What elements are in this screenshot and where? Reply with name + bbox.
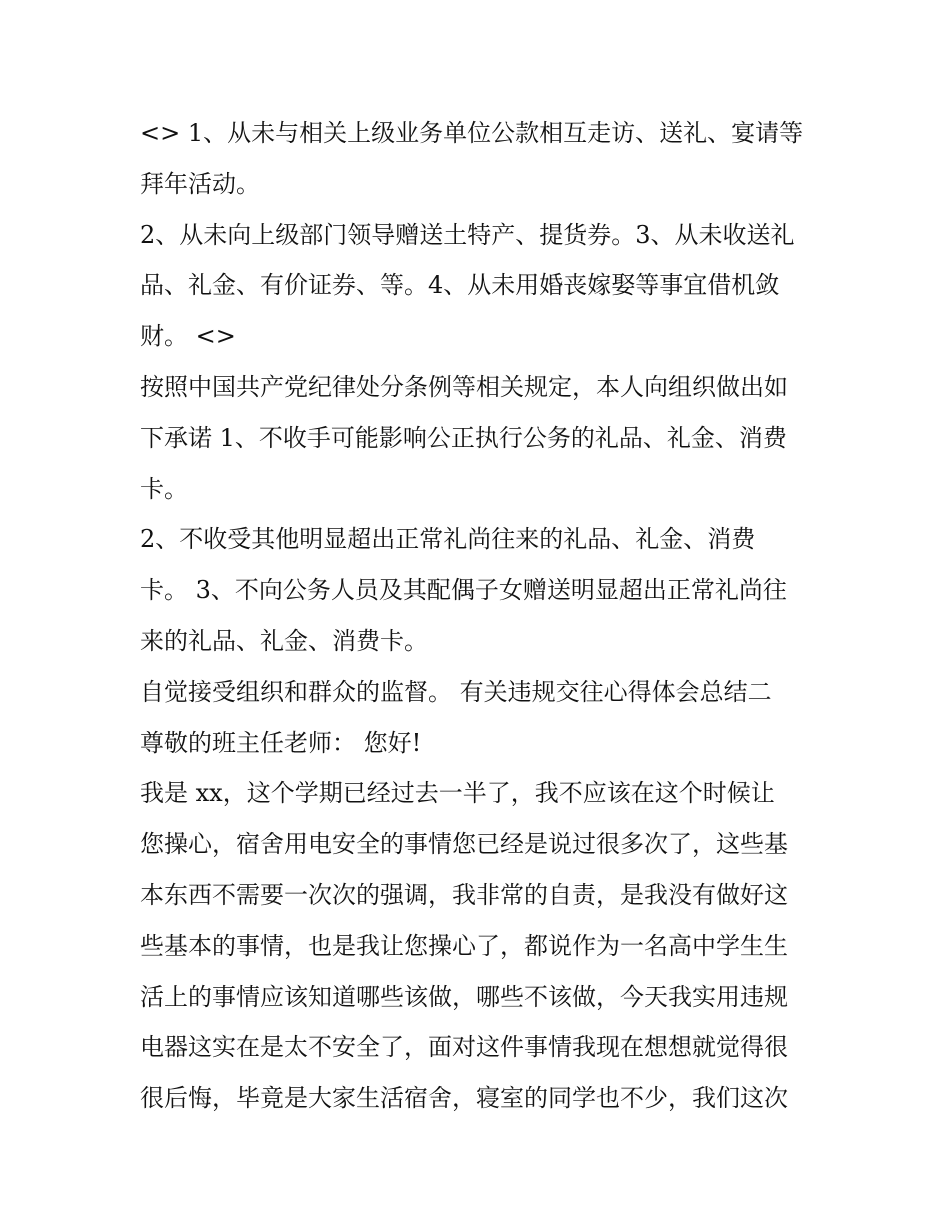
text-line: 财。 <> [140,322,236,351]
text-line: 2、不收受其他明显超出正常礼尚往来的礼品、礼金、消费 [140,525,756,554]
text-line: 很后悔，毕竟是大家生活宿舍，寝室的同学也不少，我们这次 [140,1084,788,1113]
text-line: 卡。 [140,474,188,503]
text-line: 来的礼品、礼金、消费卡。 [140,626,428,655]
text-line: 按照中国共产党纪律处分条例等相关规定，本人向组织做出如 [140,372,788,401]
text-line: 本东西不需要一次次的强调，我非常的自责，是我没有做好这 [140,880,788,909]
text-line: <> 1、从未与相关上级业务单位公款相互走访、送礼、宴请等 [140,119,804,147]
text-line: 些基本的事情，也是我让您操心了，都说作为一名高中学生生 [140,931,788,960]
text-line: 自觉接受组织和群众的监督。 有关违规交往心得体会总结二 [140,677,772,706]
text-line: 卡。 3、不向公务人员及其配偶子女赠送明显超出正常礼尚往 [140,576,787,605]
text-line: 我是 xx，这个学期已经过去一半了，我不应该在这个时候让 [140,779,775,808]
text-line: 尊敬的班主任老师： 您好! [140,728,422,757]
text-line: 您操心，宿舍用电安全的事情您已经是说过很多次了，这些基 [140,830,788,859]
text-line: 品、礼金、有价证券、等。4、从未用婚丧嫁娶等事宜借机敛 [140,271,780,300]
text-line: 活上的事情应该知道哪些该做，哪些不该做，今天我实用违规 [140,982,788,1011]
body-text [140,108,820,1124]
text-line: 2、从未向上级部门领导赠送土特产、提货券。3、从未收送礼 [140,220,795,249]
text-line: 下承诺 1、不收手可能影响公正执行公务的礼品、礼金、消费 [140,423,787,452]
text-line: 电器这实在是太不安全了，面对这件事情我现在想想就觉得很 [140,1033,788,1062]
text-line: 拜年活动。 [140,169,260,198]
